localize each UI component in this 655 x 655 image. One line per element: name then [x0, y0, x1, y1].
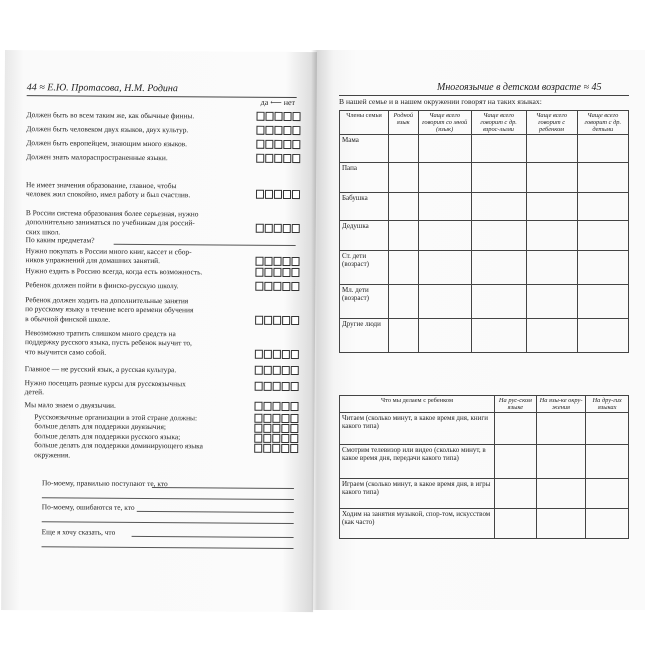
- question-text: Главное — не русский язык, а русская культура.: [24, 364, 177, 375]
- question-text: Еще я хочу сказать, что: [41, 527, 116, 537]
- answer-line[interactable]: [42, 521, 294, 524]
- answer-cell[interactable]: [389, 251, 419, 285]
- column-header: На дру-гих языках: [586, 396, 629, 413]
- checkbox[interactable]: [290, 424, 298, 433]
- answer-cell[interactable]: [526, 251, 577, 285]
- table-row: [340, 509, 629, 539]
- checkbox[interactable]: [282, 350, 290, 359]
- right-running-head: Многоязычие в детском возрасте ≈ 45: [437, 82, 602, 93]
- answer-cell[interactable]: [389, 163, 419, 193]
- checkbox[interactable]: [256, 190, 264, 199]
- checkbox[interactable]: [272, 414, 280, 423]
- question-text: Должен быть европейцем, знающим много языков.: [26, 138, 188, 149]
- answer-cell[interactable]: [577, 285, 628, 319]
- answer-cell[interactable]: [471, 285, 526, 319]
- answer-scale: [255, 282, 299, 291]
- table-row: [340, 445, 629, 479]
- checkbox[interactable]: [291, 316, 299, 325]
- row-label: Мама: [340, 135, 389, 163]
- answer-cell[interactable]: [471, 163, 526, 193]
- book-spread: [5, 50, 645, 610]
- checkbox[interactable]: [290, 402, 298, 411]
- answer-cell[interactable]: [577, 319, 628, 353]
- checkbox[interactable]: [273, 268, 281, 277]
- answer-cell[interactable]: [471, 135, 526, 163]
- row-label: Бабушка: [340, 193, 389, 221]
- answer-cell[interactable]: [418, 163, 471, 193]
- column-header: На язы-ке окру-жения: [536, 396, 586, 413]
- answer-cell[interactable]: [577, 163, 628, 193]
- answer-line[interactable]: [137, 511, 294, 513]
- answer-cell[interactable]: [536, 445, 586, 479]
- answer-cell[interactable]: [577, 221, 628, 251]
- checkbox[interactable]: [264, 366, 272, 375]
- checkbox[interactable]: [264, 382, 272, 391]
- checkbox[interactable]: [254, 414, 262, 423]
- question-text: Должен быть человеком двух языков, двух культур.: [26, 124, 189, 135]
- header-rule: [339, 95, 629, 96]
- row-label: Читаем (сколько минут, в какое время дня, книги какого типа): [340, 413, 495, 445]
- column-header: На рус-ском языке: [495, 396, 537, 413]
- checkbox[interactable]: [290, 414, 298, 423]
- answer-cell[interactable]: [471, 319, 526, 353]
- answer-cell[interactable]: [536, 479, 586, 509]
- table-row: [340, 479, 629, 509]
- table-row: [340, 193, 629, 221]
- answer-cell[interactable]: [471, 221, 526, 251]
- checkbox[interactable]: [264, 268, 272, 277]
- checkbox[interactable]: [283, 224, 291, 233]
- answer-cell[interactable]: [418, 193, 471, 221]
- checkbox[interactable]: [273, 282, 281, 291]
- family-language-table: [339, 110, 629, 353]
- checkbox[interactable]: [291, 268, 299, 277]
- checkbox[interactable]: [281, 402, 289, 411]
- answer-line[interactable]: [132, 536, 294, 538]
- answer-cell[interactable]: [389, 285, 419, 319]
- question-text: Невозможно тратить слишком много средств на поддержку русского языка, пусть ребенок выучит то, что выучится само собой.: [24, 328, 192, 357]
- answer-line[interactable]: [42, 546, 294, 549]
- checkbox[interactable]: [292, 140, 300, 149]
- left-running-head: 44 ≈ Е.Ю. Протасова, Н.М. Родина: [26, 82, 178, 95]
- checkbox[interactable]: [265, 224, 273, 233]
- row-label: Дедушка: [340, 221, 389, 251]
- checkbox[interactable]: [264, 257, 272, 266]
- answer-scale: [255, 268, 299, 277]
- checkbox[interactable]: [283, 190, 291, 199]
- checkbox[interactable]: [274, 126, 282, 135]
- question-text: Ребенок должен ходить на дополнительные занятия по русскому языку в течение всего времени обучения в обычной финской школе.: [25, 295, 194, 324]
- answer-line[interactable]: [114, 244, 296, 246]
- answer-scale: [255, 350, 299, 359]
- checkbox[interactable]: [292, 154, 300, 163]
- answer-cell[interactable]: [536, 509, 586, 539]
- checkbox[interactable]: [281, 414, 289, 423]
- column-header: Родной язык: [389, 111, 419, 135]
- answer-scale: [255, 366, 299, 375]
- answer-scale: [256, 190, 300, 199]
- checkbox[interactable]: [274, 224, 282, 233]
- checkbox[interactable]: [272, 434, 280, 443]
- answer-scale: [255, 316, 299, 325]
- checkbox[interactable]: [264, 316, 272, 325]
- column-header: Что мы делаем с ребенком: [340, 396, 495, 413]
- answer-cell[interactable]: [495, 479, 537, 509]
- checkbox[interactable]: [282, 366, 290, 375]
- answer-cell[interactable]: [471, 193, 526, 221]
- table-header-row: [340, 111, 629, 135]
- table-row: [340, 221, 629, 251]
- column-header: Чаще всего говорит с др. взрос-лыми: [471, 111, 526, 135]
- checkbox[interactable]: [283, 154, 291, 163]
- checkbox[interactable]: [272, 444, 280, 453]
- answer-cell[interactable]: [389, 319, 419, 353]
- answer-scale: [257, 112, 301, 121]
- checkbox[interactable]: [274, 190, 282, 199]
- answer-cell[interactable]: [577, 135, 628, 163]
- answer-scale: [254, 434, 298, 443]
- checkbox[interactable]: [273, 366, 281, 375]
- checkbox[interactable]: [281, 434, 289, 443]
- answer-cell[interactable]: [586, 445, 629, 479]
- checkbox[interactable]: [272, 402, 280, 411]
- question-text: Ребенок должен пойти в финско-русскую школу.: [25, 280, 179, 291]
- checkbox[interactable]: [292, 224, 300, 233]
- column-header: Чаще всего говорит с др. детьми: [577, 111, 628, 135]
- checkbox[interactable]: [284, 112, 292, 121]
- checkbox[interactable]: [273, 316, 281, 325]
- answer-cell[interactable]: [495, 413, 537, 445]
- answer-scale: [254, 402, 298, 411]
- checkbox[interactable]: [257, 112, 265, 121]
- checkbox[interactable]: [291, 350, 299, 359]
- answer-scale: [254, 444, 298, 453]
- checkbox[interactable]: [274, 140, 282, 149]
- checkbox[interactable]: [282, 257, 290, 266]
- checkbox[interactable]: [254, 444, 262, 453]
- answer-cell[interactable]: [389, 135, 419, 163]
- checkbox[interactable]: [263, 402, 271, 411]
- column-header: Члены семьи: [340, 111, 389, 135]
- checkbox[interactable]: [264, 350, 272, 359]
- answer-cell[interactable]: [586, 479, 629, 509]
- checkbox[interactable]: [273, 382, 281, 391]
- question-text: Нужно посещать разные курсы для русскоязычных детей.: [24, 378, 186, 397]
- column-header: Чаще всего говорит со мной (язык): [418, 111, 471, 135]
- checkbox[interactable]: [255, 257, 263, 266]
- checkbox[interactable]: [281, 444, 289, 453]
- row-label: Другие люди: [340, 319, 389, 353]
- question-text: Не имеет значения образование, главное, чтобы человек жил спокойно, имел работу и был счастлив.: [25, 180, 191, 200]
- answer-cell[interactable]: [526, 163, 577, 193]
- answer-scale: [256, 154, 300, 163]
- checkbox[interactable]: [263, 444, 271, 453]
- answer-cell[interactable]: [526, 285, 577, 319]
- checkbox[interactable]: [293, 112, 301, 121]
- checkbox[interactable]: [265, 126, 273, 135]
- answer-scale: [256, 224, 300, 233]
- answer-cell[interactable]: [536, 413, 586, 445]
- checkbox[interactable]: [255, 316, 263, 325]
- checkbox[interactable]: [256, 154, 264, 163]
- checkbox[interactable]: [273, 257, 281, 266]
- answer-line[interactable]: [152, 487, 294, 489]
- table-row: [340, 251, 629, 285]
- checkbox[interactable]: [256, 224, 264, 233]
- question-text: Должен знать малораспространенные языки.: [26, 152, 168, 163]
- answer-cell[interactable]: [418, 251, 471, 285]
- left-page: [1, 50, 317, 612]
- row-label: Мл. дети (возраст): [340, 285, 389, 319]
- question-text: По-моему, ошибаются те, кто: [41, 502, 135, 512]
- question-text: Должен быть во всем таким же, как обычные финны.: [26, 110, 195, 121]
- checkbox[interactable]: [266, 112, 274, 121]
- checkbox[interactable]: [282, 382, 290, 391]
- table-row: [340, 413, 629, 445]
- answer-cell[interactable]: [577, 251, 628, 285]
- checkbox[interactable]: [263, 434, 271, 443]
- answer-cell[interactable]: [389, 193, 419, 221]
- checkbox[interactable]: [263, 424, 271, 433]
- answer-scale: [254, 414, 298, 423]
- answer-cell[interactable]: [495, 509, 537, 539]
- header-rule: [27, 95, 297, 98]
- checkbox[interactable]: [255, 382, 263, 391]
- answer-scale: [256, 140, 300, 149]
- answer-scale: [255, 382, 299, 391]
- checkbox[interactable]: [255, 366, 263, 375]
- answer-scale: [256, 126, 300, 135]
- question-text: Мы мало знаем о двуязычии.: [24, 400, 116, 410]
- question-text: По каким предметам?: [25, 235, 95, 245]
- question-text: По-моему, правильно поступают те, кто: [41, 478, 168, 489]
- checkbox[interactable]: [264, 282, 272, 291]
- checkbox[interactable]: [291, 282, 299, 291]
- checkbox[interactable]: [291, 382, 299, 391]
- question-text: Нужно ездить в Россию всегда, когда есть возможность.: [25, 266, 203, 277]
- answer-cell[interactable]: [389, 221, 419, 251]
- answer-scale: [254, 424, 298, 433]
- checkbox[interactable]: [282, 316, 290, 325]
- answer-cell[interactable]: [418, 319, 471, 353]
- answer-cell[interactable]: [526, 221, 577, 251]
- checkbox[interactable]: [291, 366, 299, 375]
- row-label: Играем (сколько минут, в какое время дня, в игры какого типа): [340, 479, 495, 509]
- checkbox[interactable]: [255, 350, 263, 359]
- answer-cell[interactable]: [526, 135, 577, 163]
- row-label: Ст. дети (возраст): [340, 251, 389, 285]
- checkbox[interactable]: [290, 434, 298, 443]
- table-intro: В нашей семье и в нашем окружении говорят на таких языках:: [339, 97, 542, 106]
- checkbox[interactable]: [256, 140, 264, 149]
- checkbox[interactable]: [292, 190, 300, 199]
- question-text: Нужно покупать в России много книг, кассет и сбор- ников упражнений для домашних занятий.: [25, 246, 192, 266]
- checkbox[interactable]: [254, 434, 262, 443]
- answer-cell[interactable]: [471, 251, 526, 285]
- checkbox[interactable]: [281, 424, 289, 433]
- checkbox[interactable]: [290, 444, 298, 453]
- right-page: [317, 50, 645, 610]
- question-text: В России система образования более серьезная, нужно дополнительно заниматься по учебникам для россий- ских школ.: [25, 208, 199, 237]
- checkbox[interactable]: [272, 424, 280, 433]
- checkbox[interactable]: [273, 350, 281, 359]
- checkbox[interactable]: [265, 154, 273, 163]
- row-label: Смотрим телевизор или видео (сколько минут, в какое время дня, передачи какого типа): [340, 445, 495, 479]
- checkbox[interactable]: [283, 140, 291, 149]
- checkbox[interactable]: [256, 126, 264, 135]
- row-label: Папа: [340, 163, 389, 193]
- answer-cell[interactable]: [418, 221, 471, 251]
- activities-table: [339, 395, 629, 539]
- checkbox[interactable]: [292, 126, 300, 135]
- answer-cell[interactable]: [577, 193, 628, 221]
- answer-scale: [255, 257, 299, 266]
- checkbox[interactable]: [255, 268, 263, 277]
- table-row: [340, 163, 629, 193]
- answer-cell[interactable]: [526, 193, 577, 221]
- checkbox[interactable]: [263, 414, 271, 423]
- checkbox[interactable]: [265, 190, 273, 199]
- checkbox[interactable]: [275, 112, 283, 121]
- answer-cell[interactable]: [418, 285, 471, 319]
- column-header: Чаще всего говорит с ребенком: [526, 111, 577, 135]
- answer-cell[interactable]: [418, 135, 471, 163]
- checkbox[interactable]: [282, 268, 290, 277]
- checkbox[interactable]: [254, 424, 262, 433]
- table-header-row: [340, 396, 629, 413]
- table-row: [340, 285, 629, 319]
- checkbox[interactable]: [254, 402, 262, 411]
- table-row: [340, 135, 629, 163]
- checkbox[interactable]: [282, 282, 290, 291]
- checkbox[interactable]: [255, 282, 263, 291]
- checkbox[interactable]: [274, 154, 282, 163]
- answer-cell[interactable]: [495, 445, 537, 479]
- checkbox[interactable]: [283, 126, 291, 135]
- checkbox[interactable]: [265, 140, 273, 149]
- question-text: Русскоязычные организации в этой стране должны: больше делать для поддержки двуязычия; больше делать для поддержки русского языка; больше делать для поддержки доминирующего языка окружения.: [34, 412, 203, 460]
- checkbox[interactable]: [291, 257, 299, 266]
- answer-cell[interactable]: [586, 413, 629, 445]
- answer-cell[interactable]: [526, 319, 577, 353]
- answer-line[interactable]: [42, 497, 294, 500]
- scale-label: да ⟵ нет: [260, 97, 296, 108]
- table-row: [340, 319, 629, 353]
- answer-cell[interactable]: [586, 509, 629, 539]
- row-label: Ходим на занятия музыкой, спор-том, искусством (как часто): [340, 509, 495, 539]
